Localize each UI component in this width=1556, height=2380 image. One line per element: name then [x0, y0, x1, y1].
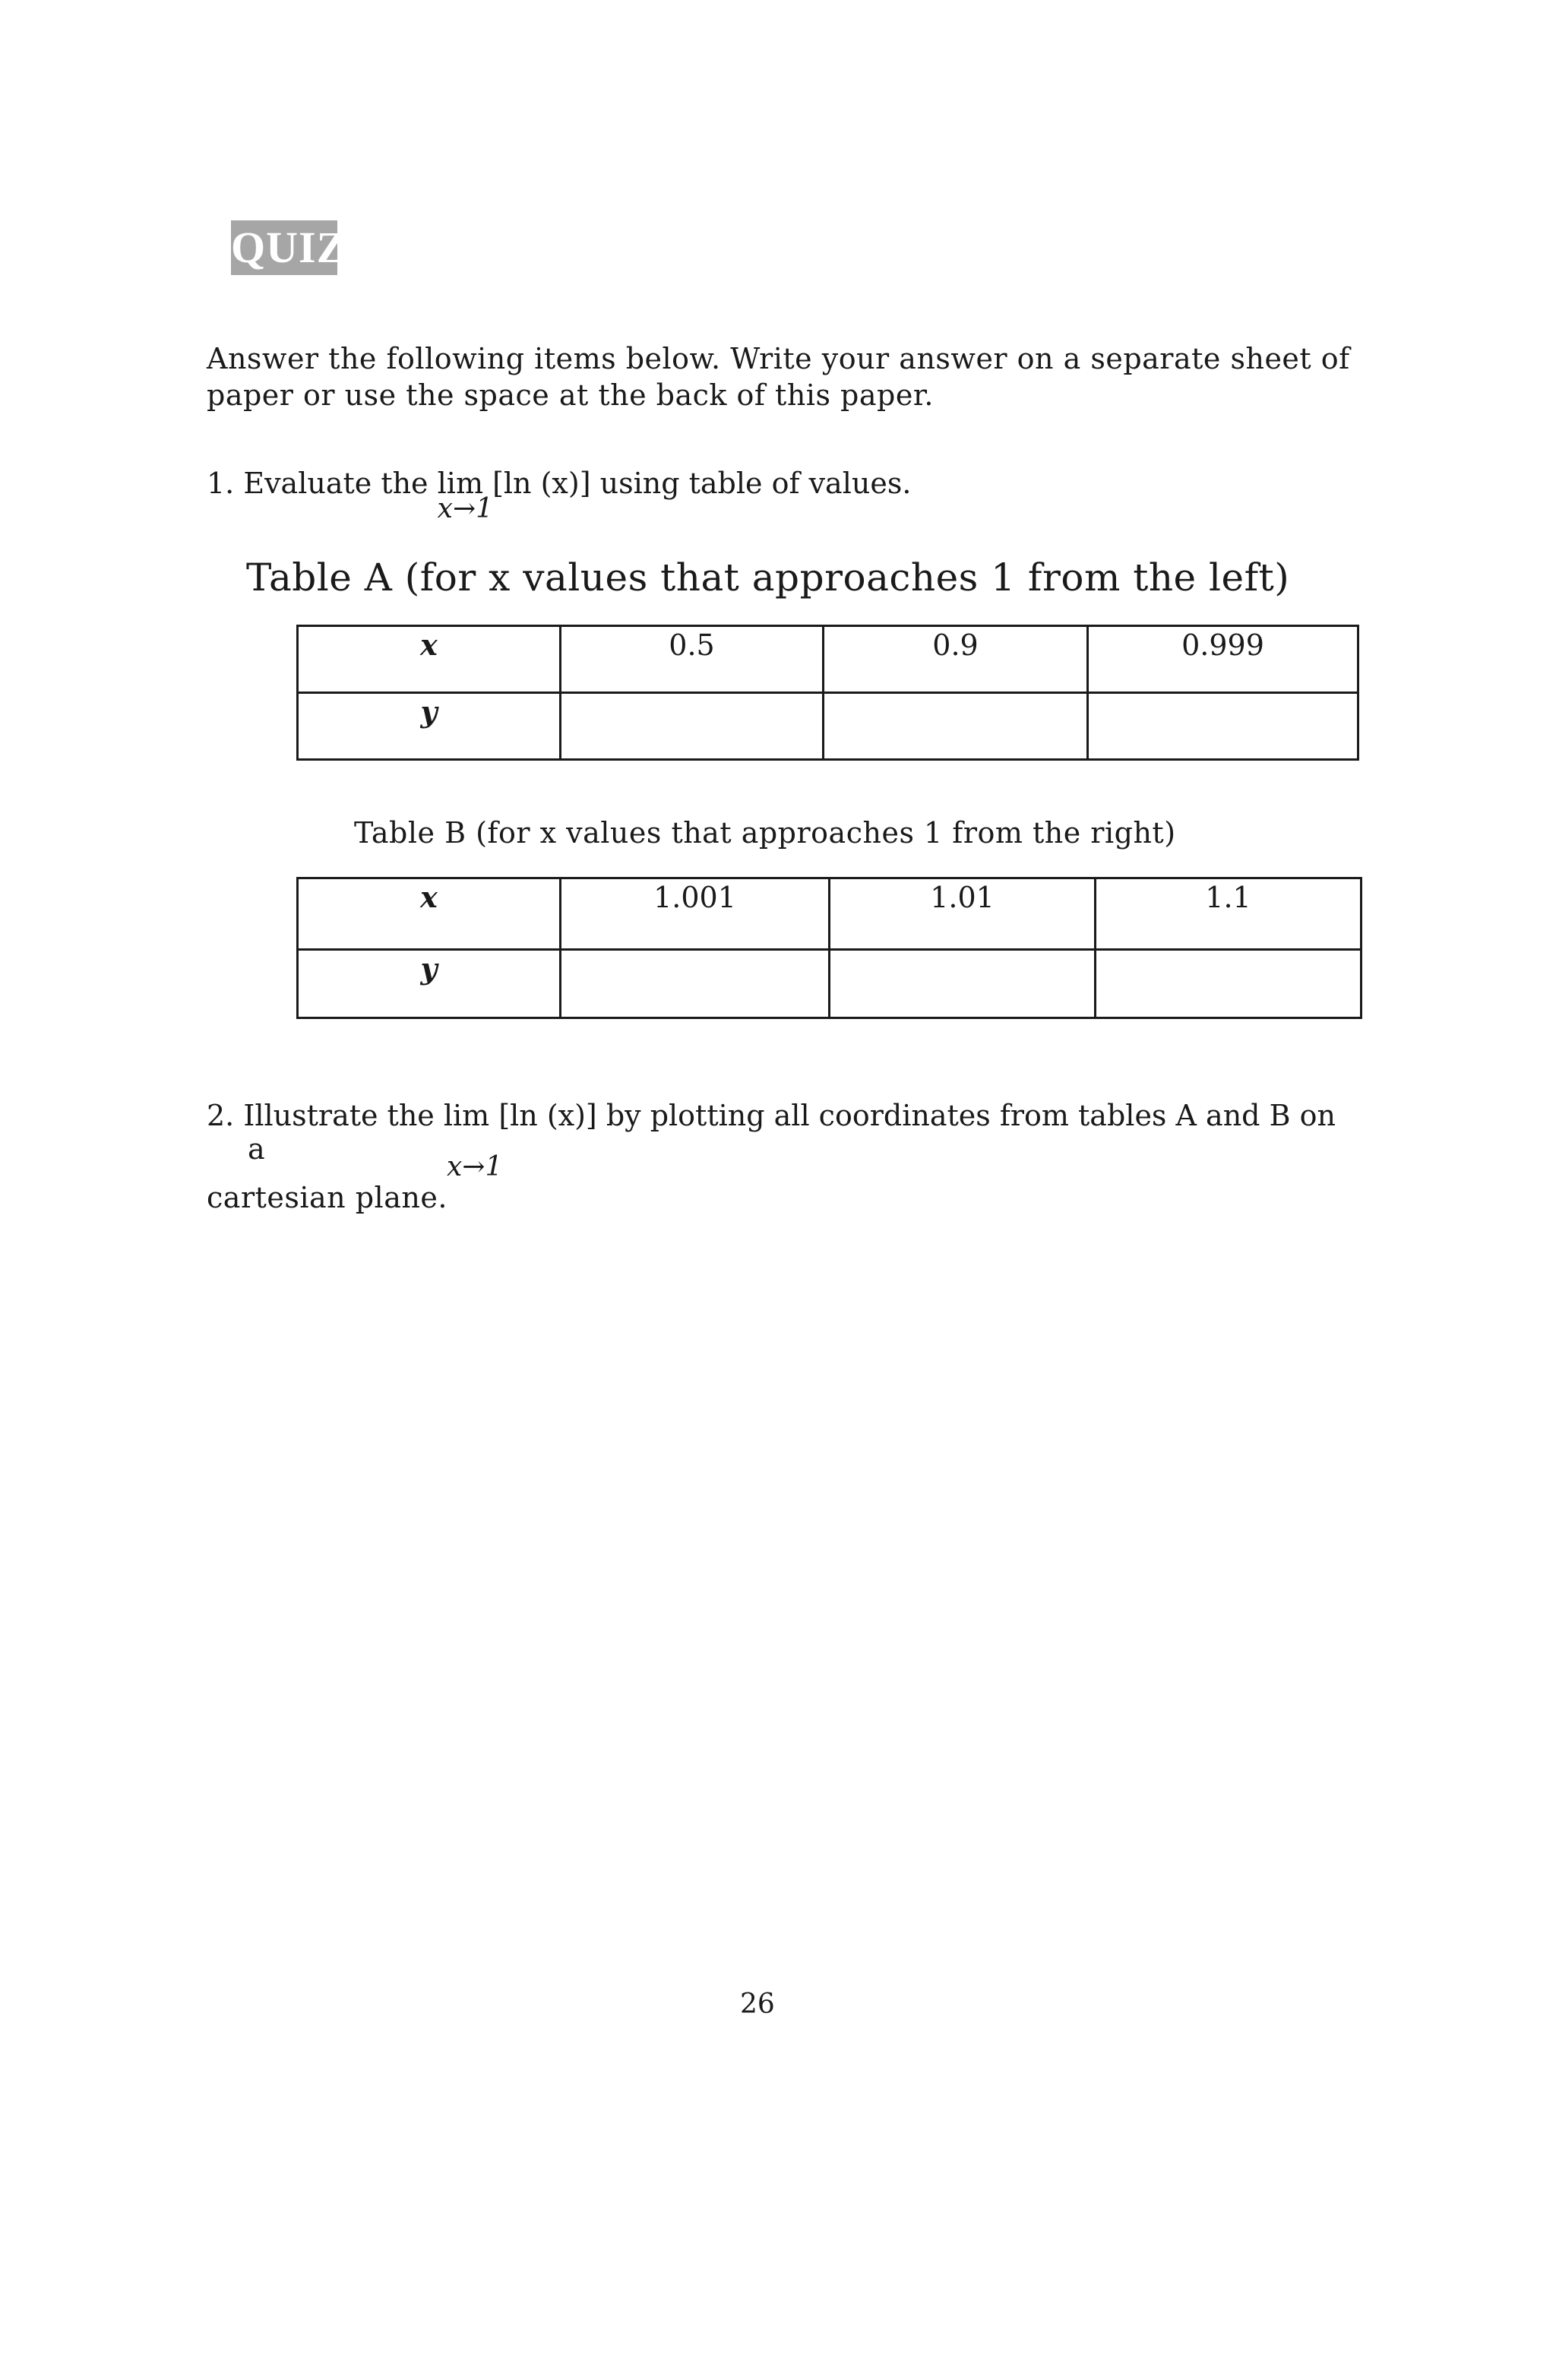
question-1 [207, 465, 912, 524]
table-b-x-cell: 1.1 [1096, 878, 1362, 950]
table-a [296, 625, 1359, 761]
table-b-y-cell[interactable] [1096, 950, 1362, 1018]
question-2-lim: lim [443, 1099, 490, 1132]
question-2 [207, 1097, 1336, 1134]
question-2-suffix: by plotting all coordinates from tables A and B on [596, 1099, 1336, 1132]
question-2-continuation: cartesian plane. [207, 1181, 448, 1214]
table-b-x-label: x [298, 878, 561, 950]
table-b-y-row [298, 950, 1362, 1018]
table-a-x-cell: 0.5 [561, 626, 824, 693]
instructions-text: Answer the following items below. Write your answer on a separate sheet of paper or use the space at the back of this paper. [207, 342, 1350, 412]
table-b-y-cell[interactable] [830, 950, 1096, 1018]
table-a-caption: Table A (for x values that approaches 1 from the left) [246, 555, 1290, 600]
question-1-lim: lim [437, 467, 483, 500]
table-a-x-cell: 0.999 [1088, 626, 1358, 693]
table-a-y-cell[interactable] [561, 693, 824, 760]
page-number: 26 [740, 1989, 775, 2020]
table-b-y-cell[interactable] [561, 950, 830, 1018]
table-a-x-label: x [298, 626, 561, 693]
question-1-suffix: using table of values. [590, 467, 912, 500]
question-1-expression: [ln (x)] [492, 467, 591, 500]
table-a-y-row [298, 693, 1358, 760]
table-b-caption: Table B (for x values that approaches 1 from the right) [354, 816, 1176, 850]
table-a-y-label: y [298, 693, 561, 760]
table-a-x-row [298, 626, 1358, 693]
table-b-x-cell: 1.001 [561, 878, 830, 950]
question-1-prefix: 1. Evaluate the [207, 467, 438, 500]
table-b-y-label: y [298, 950, 561, 1018]
table-a-y-cell[interactable] [1088, 693, 1358, 760]
table-b-x-row [298, 878, 1362, 950]
question-2-wrap: a [248, 1132, 265, 1166]
table-b-x-cell: 1.01 [830, 878, 1096, 950]
table-b [296, 877, 1362, 1019]
table-a-y-cell[interactable] [824, 693, 1088, 760]
question-1-lim-subscript: x→1 [437, 493, 494, 524]
table-a-x-cell: 0.9 [824, 626, 1088, 693]
question-2-lim-subscript: x→1 [447, 1151, 503, 1182]
question-2-prefix: 2. Illustrate the [207, 1099, 444, 1132]
question-2-expression: [ln (x)] [498, 1099, 597, 1132]
quiz-badge: QUIZ [231, 220, 337, 275]
